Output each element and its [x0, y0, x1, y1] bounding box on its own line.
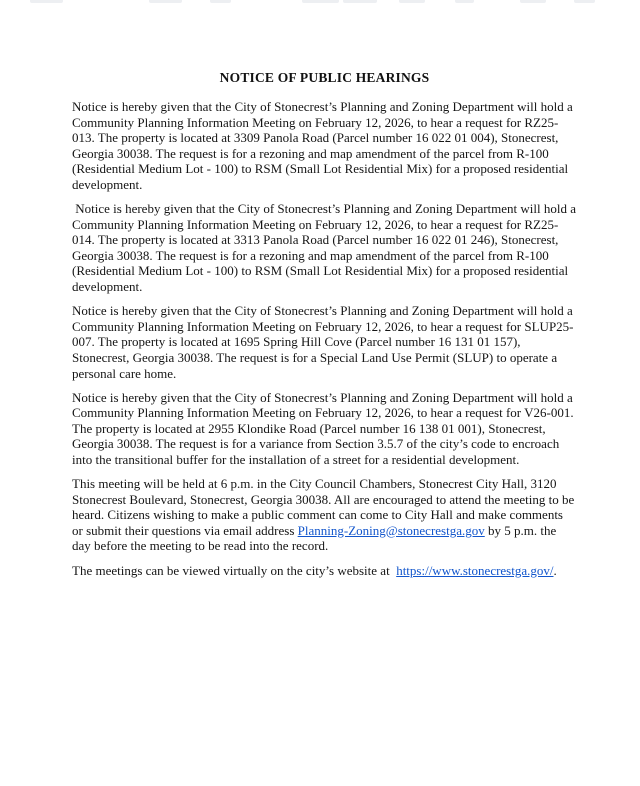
notice-document — [72, 70, 580, 587]
document-title — [72, 70, 577, 86]
notice-paragraph-slup25-007: Notice is hereby given that the City of Stonecrest’s Planning and Zoning Department will hold a Community Planning Information Meeting on February 12, 2026, to hear a request for SLUP25-007. The property is located at 1695 Spring Hill Cove (Parcel number 16 131 01 157), Stonecrest, Georgia 30038. The request is for a Special Land Use Permit (SLUP) to operate a personal care home. — [72, 303, 577, 381]
top-edge-artifacts — [0, 0, 640, 5]
virtual-viewing-text: The meetings can be viewed virtually on the city’s website at — [72, 562, 397, 578]
top-edge-artifact — [210, 0, 231, 3]
document-title-text: NOTICE OF PUBLIC HEARINGS — [219, 70, 430, 85]
meeting-details-paragraph — [72, 476, 577, 554]
virtual-viewing-paragraph — [72, 563, 577, 579]
top-edge-artifact — [399, 0, 425, 3]
notice-paragraph-rz25-014: Notice is hereby given that the City of Stonecrest’s Planning and Zoning Department will hold a Community Planning Information Meeting on February 12, 2026, to hear a request for RZ25-014. The property is located at 3313 Panola Road (Parcel number 16 022 01 246), Stonecrest, Georgia 30038. The request is for a rezoning and map amendment of the parcel from R-100 (Residential Medium Lot - 100) to RSM (Small Lot Residential Mix) for a proposed residential development. — [72, 201, 580, 295]
top-edge-artifact — [574, 0, 595, 3]
top-edge-artifact — [302, 0, 339, 3]
notice-paragraph-rz25-013: Notice is hereby given that the City of Stonecrest’s Planning and Zoning Department will hold a Community Planning Information Meeting on February 12, 2026, to hear a request for RZ25-013. The property is located at 3309 Panola Road (Parcel number 16 022 01 004), Stonecrest, Georgia 30038. The request is for a rezoning and map amendment of the parcel from R-100 (Residential Medium Lot - 100) to RSM (Small Lot Residential Mix) for a proposed residential development. — [72, 99, 577, 192]
notice-paragraph-v26-001: Notice is hereby given that the City of Stonecrest’s Planning and Zoning Department will hold a Community Planning Information Meeting on February 12, 2026, to hear a request for V26-001. The property is located at 2955 Klondike Road (Parcel number 16 138 01 001), Stonecrest, Georgia 30038. The request is for a variance from Section 3.5.7 of the city’s code to encroach into the transitional buffer for the installation of a street for a residential development. — [72, 389, 577, 467]
meeting-details-text-after-link: by 5 p.m. the day before the meeting to be read into the record. — [72, 522, 560, 554]
top-edge-artifact — [30, 0, 63, 3]
city-website-link[interactable]: https://www.stonecrestga.gov/ — [396, 562, 554, 578]
top-edge-artifact — [455, 0, 474, 3]
planning-zoning-email-link[interactable]: Planning-Zoning@stonecrestga.gov — [297, 522, 485, 538]
top-edge-artifact — [149, 0, 182, 3]
virtual-viewing-text-after-link: . — [553, 562, 557, 578]
top-edge-artifact — [343, 0, 377, 3]
meeting-details-text: This meeting will be held at 6 p.m. in the City Council Chambers, Stonecrest City Hall, 3120 Stonecrest Boulevard, Stonecrest, Georgia 30038. All are encouraged to attend the meeting to be heard. Citizens wishing to make a public comment can come to City Hall and make comments or submit their questions via email address — [72, 476, 578, 538]
top-edge-artifact — [520, 0, 546, 3]
